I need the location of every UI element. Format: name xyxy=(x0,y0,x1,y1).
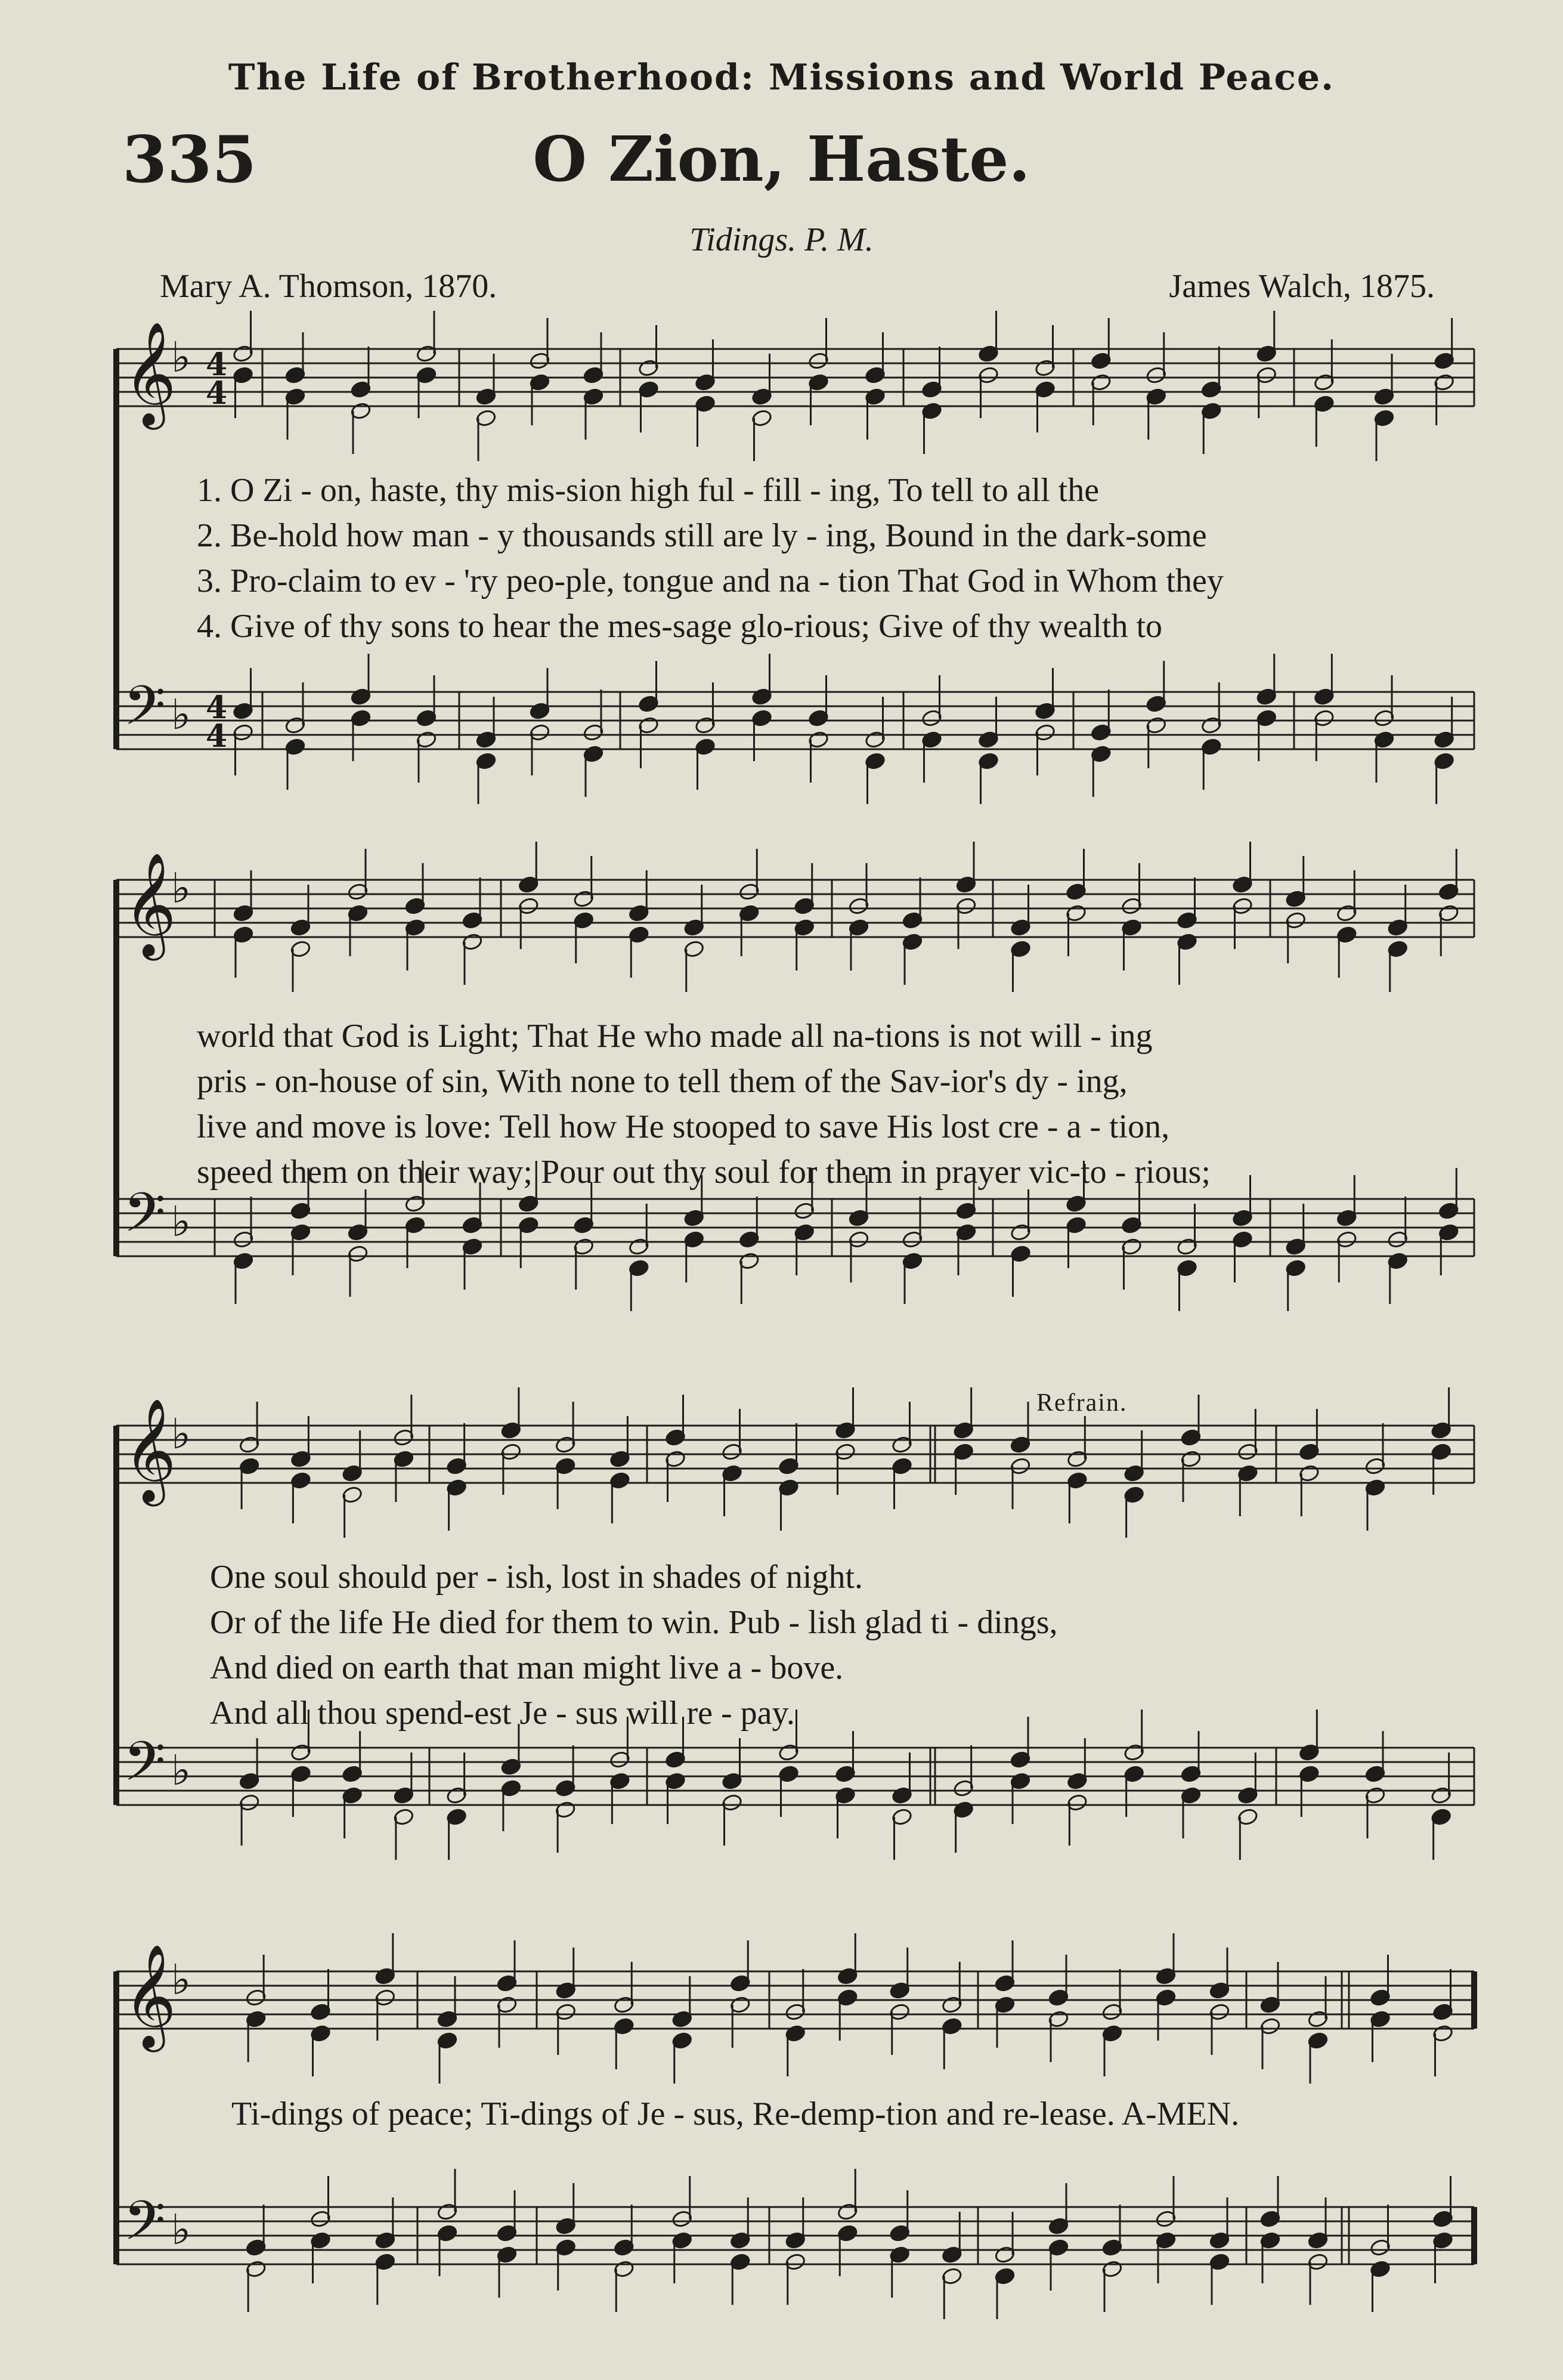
lyric-line: Or of the life He died for them to win. Pub - lish glad ti - dings, xyxy=(210,1604,1058,1641)
tune-name: Tidings. P. M. xyxy=(689,221,874,258)
treble-clef-icon: 𝄞 xyxy=(123,322,177,425)
lyric-line: 1. O Zi - on, haste, thy mis-sion high ful - fill - ing, To tell to all the xyxy=(197,472,1100,509)
lyric-line: world that God is Light; That He who made all na-tions is not will - ing xyxy=(197,1018,1153,1055)
bass-clef-icon: 𝄢 xyxy=(123,1730,166,1806)
lyric-line: speed them on their way; Pour out thy soul for them in prayer vic-to - rious; xyxy=(197,1154,1211,1191)
author-credit: Mary A. Thomson, 1870. xyxy=(160,268,497,305)
lyric-line: One soul should per - ish, lost in shades of night. xyxy=(210,1559,863,1596)
hymn-title: O Zion, Haste. xyxy=(533,122,1030,196)
treble-clef-icon: 𝄞 xyxy=(123,1944,177,2048)
lyric-line: And died on earth that man might live a - bove. xyxy=(210,1649,844,1686)
time-signature: 4 xyxy=(206,375,228,412)
bass-clef-icon: 𝄢 xyxy=(123,1181,166,1257)
lyric-line: 4. Give of thy sons to hear the mes-sage glo-rious; Give of thy wealth to xyxy=(197,608,1162,645)
treble-clef-icon: 𝄞 xyxy=(123,852,177,956)
time-signature: 4 xyxy=(206,347,228,383)
lyric-line: Ti-dings of peace; Ti-dings of Je - sus, Re-demp-tion and re-lease. A-MEN. xyxy=(231,2095,1240,2132)
flat-key-signature-icon: ♭ xyxy=(171,333,191,382)
lyric-line: And all thou spend-est Je - sus will re - pay. xyxy=(210,1695,795,1732)
flat-key-signature-icon: ♭ xyxy=(171,1410,191,1458)
flat-key-signature-icon: ♭ xyxy=(171,690,191,739)
lyric-line: 2. Be-hold how man - y thousands still are ly - ing, Bound in the dark-some xyxy=(197,517,1207,554)
section-heading: The Life of Brotherhood: Missions and World Peace. xyxy=(228,57,1335,98)
lyric-line: 3. Pro-claim to ev - 'ry peo-ple, tongue and na - tion That God in Whom they xyxy=(197,562,1224,599)
bass-clef-icon: 𝄢 xyxy=(123,674,166,750)
flat-key-signature-icon: ♭ xyxy=(171,1955,191,2004)
flat-key-signature-icon: ♭ xyxy=(171,1746,191,1795)
flat-key-signature-icon: ♭ xyxy=(171,1197,191,1246)
time-signature: 4 xyxy=(206,690,228,726)
lyric-line: pris - on-house of sin, With none to tell them of the Sav-ior's dy - ing, xyxy=(197,1063,1128,1100)
treble-clef-icon: 𝄞 xyxy=(123,1398,177,1502)
flat-key-signature-icon: ♭ xyxy=(171,2205,191,2254)
composer-credit: James Walch, 1875. xyxy=(1169,268,1435,305)
refrain-label: Refrain. xyxy=(1036,1389,1128,1417)
hymn-number: 335 xyxy=(122,122,257,197)
flat-key-signature-icon: ♭ xyxy=(171,864,191,913)
time-signature: 4 xyxy=(206,718,228,755)
lyric-line: live and move is love: Tell how He stooped to save His lost cre - a - tion, xyxy=(197,1108,1170,1145)
bass-clef-icon: 𝄢 xyxy=(123,2189,166,2265)
